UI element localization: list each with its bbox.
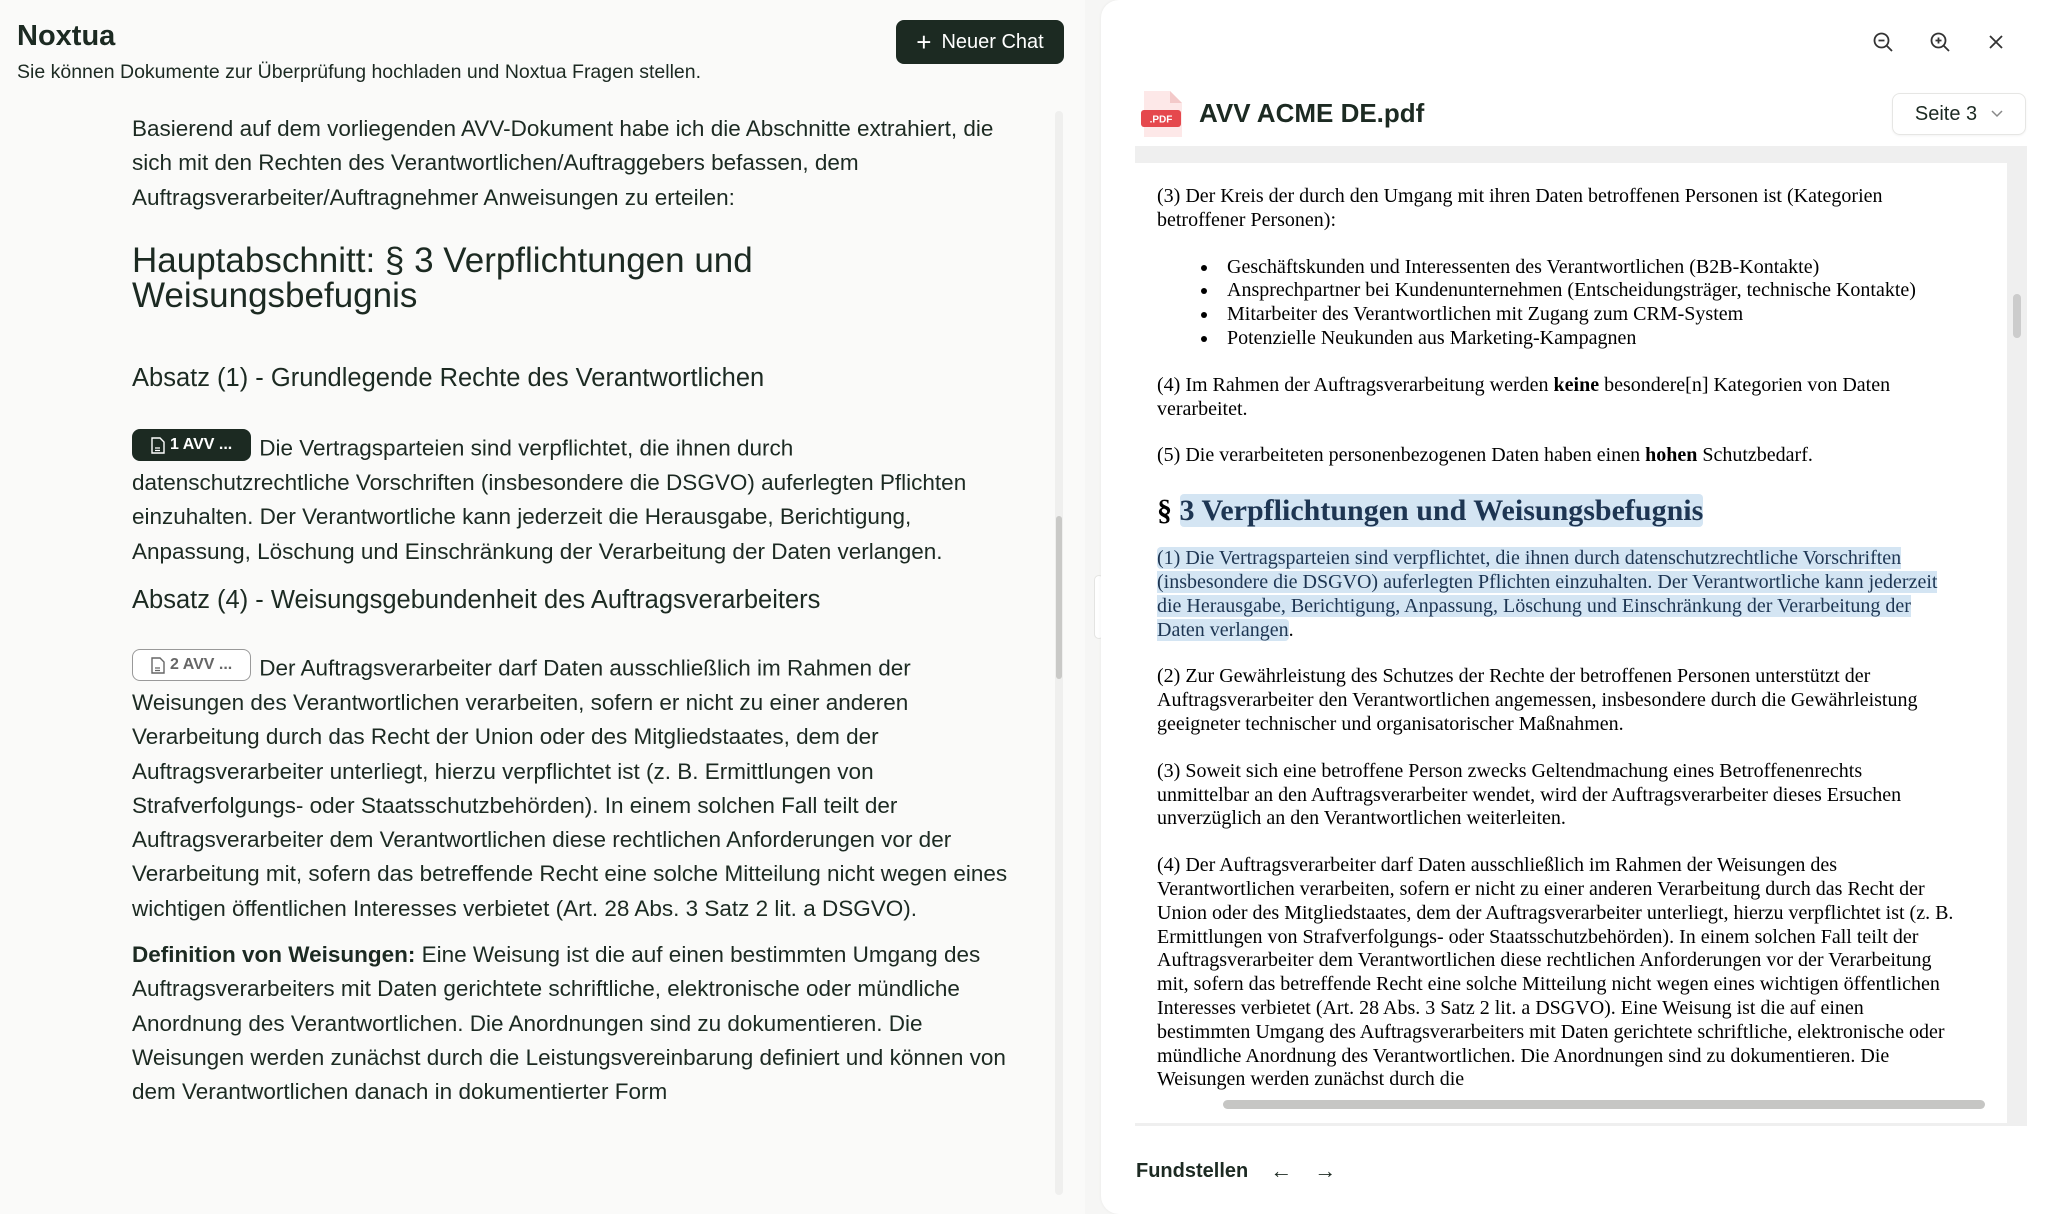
pdf-paragraph: (3) Der Kreis der durch den Umgang mit ihren Daten betroffenen Personen ist (Kategorien betroffener Personen): [1157,185,1883,231]
scrollbar-thumb[interactable] [1056,516,1062,679]
document-icon [151,437,165,454]
pdf-vertical-scrollbar[interactable] [2013,294,2021,338]
pdf-badge-text: .PDF [1149,114,1173,126]
citation-chip-1[interactable] [132,429,251,461]
definition-body: Eine Weisung ist die auf einen bestimmten Umgang des Auftragsverarbeiters mit Daten gerichtete schriftliche, elektronische oder mündliche Anordnung des Verantwortlichen. Die Anordnungen sind zu dokumentieren. Die Weisungen werden zunächst durch die Leistungsvereinbarung definiert und können von dem Verantwortlichen danach in dokumentierter Form [132,942,1006,1105]
document-title: AVV ACME DE.pdf [1199,98,1425,128]
page-select[interactable] [1892,93,2026,135]
section-body: Die Vertragsparteien sind verpflichtet, die ihnen durch datenschutzrechtliche Vorschriften (insbesondere die DSGVO) auferlegten Pflichten einzuhalten. Der Verantwortliche kann jederzeit die Herausgabe, Berichtigung, Anpassung, Löschung und Einschränkung der Verarbeitung der Daten verlangen. [132,435,967,564]
pdf-bullet: • Ansprechpartner bei Kundenunternehmen (Entscheidungsträger, technische Kontakte) [1219,279,1985,303]
zoom-in-icon[interactable] [1926,28,1954,56]
definition-label: Definition von Weisungen: [132,942,416,968]
text-bold: keine [1553,373,1600,396]
pdf-paragraph [1157,374,1957,422]
text: Schutzbedarf. [1697,444,1813,467]
pdf-bullet: • Geschäftskunden und Interessenten des Verantwortlichen (B2B-Kontakte) [1219,256,1985,280]
pdf-file-icon [1140,89,1186,139]
intro-text: Basierend auf dem vorliegenden AVV-Dokument habe ich die Abschnitte extrahiert, die sich mit den Rechten des Verantwortlichen/Auftraggebers befassen, dem Auftragsverarbeiter/Auftragnehmer Anweisungen zu erteilen: [132,116,994,210]
text-bold: hohen [1645,444,1698,467]
pdf-paragraph: (2) Zur Gewährleistung des Schutzes der Rechte der betroffenen Personen unterstützt der Auftragsverarbeiter den Verantwortlichen angemessen, insbesondere durch die Gewährleistung geeigneter technischer und organisatorischer Maßnahmen. [1157,665,1918,735]
text: (5) Die verarbeiteten personenbezogenen Daten haben einen [1157,444,1646,467]
pdf-paragraph-highlighted [1157,547,1957,642]
chat-scrollbar[interactable] [1055,111,1063,1195]
pdf-paragraph [1157,444,1957,468]
citations-label: Fundstellen [1136,1159,1249,1182]
document-viewer-panel [1101,0,2048,1214]
pdf-section-heading [1157,491,1985,531]
section-text [132,649,1012,926]
chevron-down-icon [1991,110,2003,118]
pdf-bullet-list [1219,256,1985,351]
pdf-paragraph: (3) Soweit sich eine betroffene Person zwecks Geltendmachung eines Betroffenenrechts unmittelbar an den Auftragsverarbeiter wendet, wird der Auftragsverarbeiter dieses Ersuchen unverzüglich an den Verantwortlichen weiterleiten. [1157,759,1902,830]
arrow-left-icon[interactable]: ← [1270,1158,1293,1183]
app-subtitle: Sie können Dokumente zur Überprüfung hochladen und Noxtua Fragen stellen. [17,61,702,83]
definition-text [132,938,1012,1109]
page-select-value: Seite 3 [1914,102,1978,125]
close-icon[interactable] [1982,28,2010,56]
chat-message [132,112,1012,1192]
pdf-bullet: • Potenzielle Neukunden aus Marketing-Kampagnen [1219,327,1985,351]
citation-chip-2[interactable] [132,649,251,681]
text: besondere[n] Kategorien von Daten verarbeitet. [1157,373,1891,420]
pdf-viewport[interactable] [1135,146,2027,1126]
app-title: Noxtua [17,20,116,52]
zoom-out-icon[interactable] [1869,28,1897,56]
document-icon [151,657,165,674]
section-heading: Absatz (4) - Weisungsgebundenheit des Auftragsverarbeiters [132,585,821,614]
citations-nav [1136,1158,1336,1184]
text: (4) Im Rahmen der Auftragsverarbeitung werden [1157,373,1554,396]
pdf-paragraph: (4) Der Auftragsverarbeiter darf Daten ausschließlich im Rahmen der Weisungen des Verantwortlichen verarbeiten, sofern er nicht zu einer anderen Verarbeitung durch das Recht der Union oder des Mitgliedstaates, dem der Auftragsverarbeiter unterliegt, hierzu verpflichtet ist (z. B. Ermittlungen von Strafverfolgungs- oder Staatsschutzbehörden). In einem solchen Fall teilt der Auftragsverarbeiter dem Verantwortlichen diese rechtlichen Anforderungen vor der Verarbeitung mit, sofern das betreffende Recht eine solche Mitteilung nicht wegen eines wichtigen öffentlichen Interesses verbietet (Art. 28 Abs. 3 Satz 2 lit. a DSGVO). Eine Weisung ist die auf einen bestimmten Umgang des Auftragsverarbeiters mit Daten gerichtete schriftliche, elektronische oder mündliche Anordnung des Verantwortlichen. Die Anordnungen sind zu dokumentieren. Die Weisungen werden zunächst durch die [1157,854,1954,1091]
chip-label: 2 AVV ... [170,656,233,674]
highlighted-heading: 3 Verpflichtungen und Weisungsbefugnis [1179,494,1704,528]
section-sign: § [1157,494,1180,528]
new-chat-label: Neuer Chat [941,30,1044,53]
new-chat-button[interactable] [896,20,1064,64]
pdf-bullet: • Mitarbeiter des Verantwortlichen mit Zugang zum CRM-System [1219,303,1985,327]
section-text [132,429,1012,569]
pdf-horizontal-scrollbar[interactable] [1223,1100,1985,1109]
main-heading: Hauptabschnitt: § 3 Verpflichtungen und Weisungsbefugnis [132,240,753,315]
section-body: Der Auftragsverarbeiter darf Daten ausschließlich im Rahmen der Weisungen des Verantwortlichen verarbeiten, sofern er nicht zu einer anderen Verarbeitung durch das Recht der Union oder des Mitgliedstaates, dem der Auftragsverarbeiter unterliegt, hierzu verpflichtet ist (z. B. Ermittlungen von Strafverfolgungs- oder Staatsschutzbehörden). In einem solchen Fall teilt der Auftragsverarbeiter dem Verantwortlichen diese rechtlichen Anforderungen vor der Verarbeitung mit, sofern das betreffende Recht eine solche Mitteilung nicht wegen eines wichtigen öffentlichen Interesses verbietet (Art. 28 Abs. 3 Satz 2 lit. a DSGVO). [132,655,1008,921]
plus-icon: + [916,27,932,57]
section-heading: Absatz (1) - Grundlegende Rechte des Verantwortlichen [132,363,765,392]
chip-label: 1 AVV ... [170,436,233,454]
arrow-right-icon[interactable]: → [1314,1158,1337,1183]
text: . [1288,618,1294,641]
highlighted-text: (1) Die Vertragsparteien sind verpflichtet, die ihnen durch datenschutzrechtliche Vorschriften (insbesondere die DSGVO) auferlegten Pflichten einzuhalten. Der Verantwortliche kann jederzeit die Herausgabe, Berichtigung, Anpassung, Löschung und Einschränkung der Verarbeitung der Daten verlangen [1157,547,1938,641]
pdf-page [1135,163,2007,1123]
